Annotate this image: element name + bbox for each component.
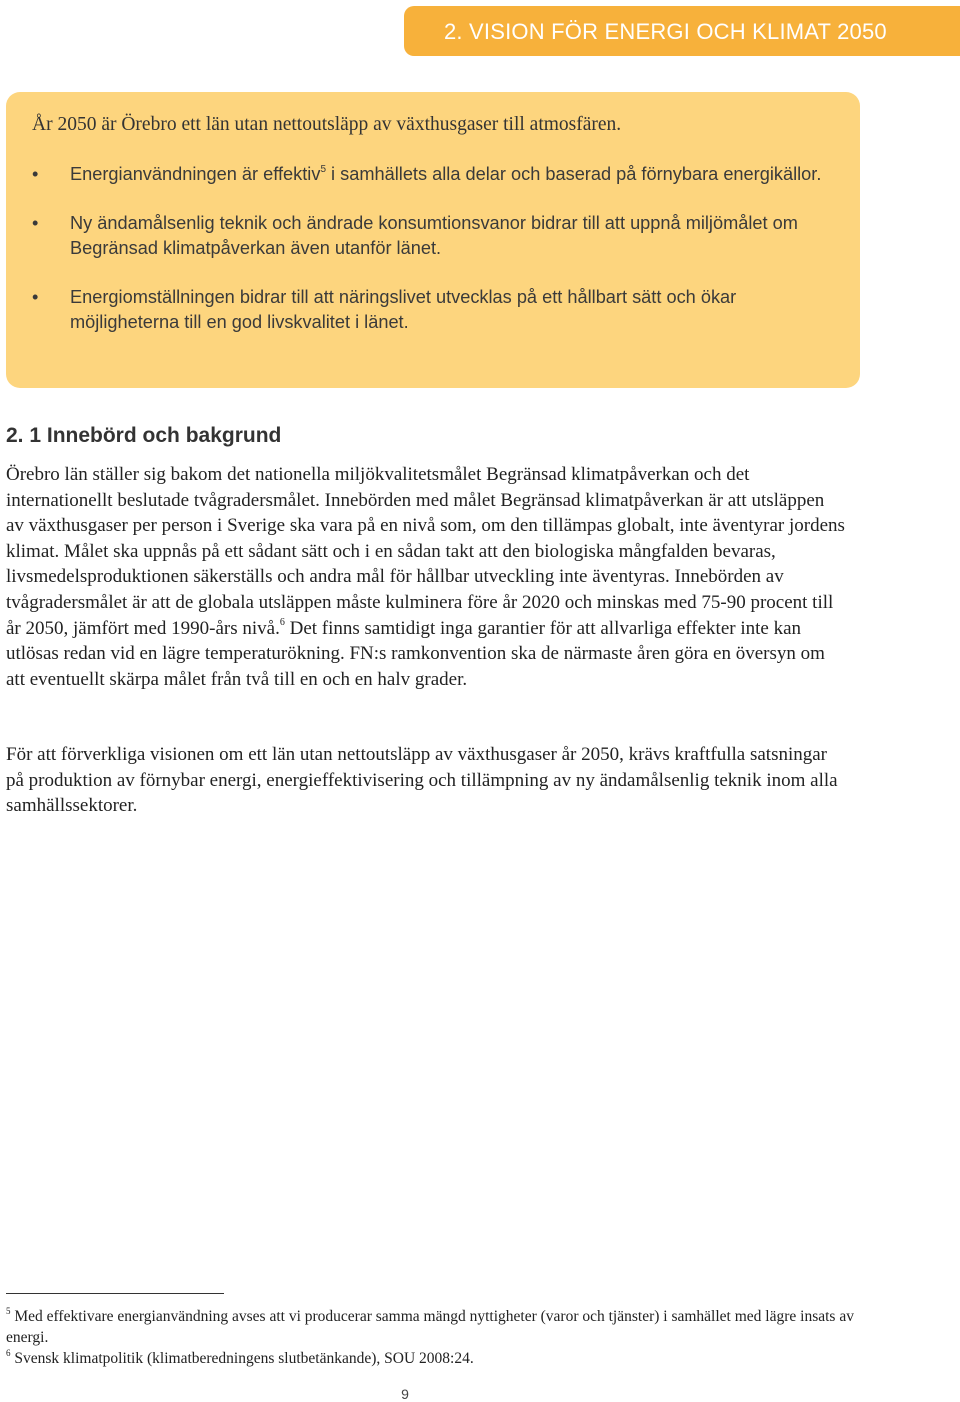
footnote-ref: 6 [279, 617, 285, 629]
vision-lead: År 2050 är Örebro ett län utan nettoutsläpp av växthusgaser till atmosfären. [32, 114, 622, 135]
paragraph-text: Örebro län ställer sig bakom det nationella miljökvalitetsmålet Begränsad klimatpåverkan och det internationellt beslutade tvågradersmålet. Innebörden med målet Begränsad klimatpåverkan är att utsläppen av växthusgaser per person i Sverige ska vara på en nivå som, om den tillämpas globalt, inte äventyrar jordens klimat. Målet ska uppnås på ett sådant sätt och i en sådan takt att den biologiska mångfalden bevaras, livsmedelsproduktionen säkerställs och andra mål för hållbar utveckling inte äventyras. Innebörden av tvågradersmålet är att de globala utsläppen måste kulminera före år 2020 och minskas med 75-90 procent till år 2050, jämfört med 1990-års nivå. [6, 464, 845, 639]
vision-item [32, 211, 842, 261]
paragraph-text-cont: Det finns samtidigt inga garantier för att allvarliga effekter inte kan utlösas redan vid en lägre temperaturökning. FN:s ramkonvention ska de närmaste åren göra en översyn om att eventuellt skärpa målet från två till en och en halv grader. [6, 617, 825, 690]
chapter-title: 2. VISION FÖR ENERGI OCH KLIMAT 2050 [444, 19, 887, 44]
chapter-header-tab [404, 6, 960, 56]
vision-item-text: Energiomställningen bidrar till att näringslivet utvecklas på ett hållbart sätt och ökar möjligheterna till en god livskvalitet i länet. [70, 287, 737, 332]
vision-item [32, 162, 842, 187]
section-heading: 2. 1 Innebörd och bakgrund [6, 424, 282, 447]
body-paragraph: För att förverkliga visionen om ett län utan nettoutsläpp av växthusgaser år 2050, krävs kraftfulla satsningar på produktion av förnybar energi, energieffektivisering och tillämpning av ny ändamålsenlig teknik inom alla samhällssektorer. [6, 744, 838, 817]
footnote-ref: 5 [320, 163, 326, 175]
footnote-text: Svensk klimatpolitik (klimatberedningens slutbetänkande), SOU 2008:24. [10, 1350, 474, 1367]
footnote-marker: 5 [6, 1305, 11, 1316]
vision-item-text-cont: i samhällets alla delar och baserad på förnybara energikällor. [326, 164, 822, 184]
footnote [6, 1306, 856, 1348]
vision-item [32, 285, 842, 335]
footnote-marker: 6 [6, 1347, 11, 1358]
body-paragraph [6, 462, 846, 692]
vision-list [32, 162, 842, 359]
bullet-icon: • [32, 164, 39, 184]
bullet-icon: • [32, 213, 39, 233]
bullet-icon: • [32, 287, 39, 307]
vision-item-text: Ny ändamålsenlig teknik och ändrade konsumtionsvanor bidrar till att uppnå miljömålet om Begränsad klimatpåverkan även utanför länet. [70, 213, 798, 258]
footnote [6, 1348, 856, 1369]
page-number: 9 [401, 1386, 409, 1402]
vision-item-text: Energianvändningen är effektiv [70, 164, 321, 184]
footnote-divider [6, 1293, 224, 1294]
footnote-text: Med effektivare energianvändning avses att vi producerar samma mängd nyttigheter (varor och tjänster) i samhället med lägre insats av energi. [6, 1308, 854, 1346]
vision-box [6, 92, 860, 388]
